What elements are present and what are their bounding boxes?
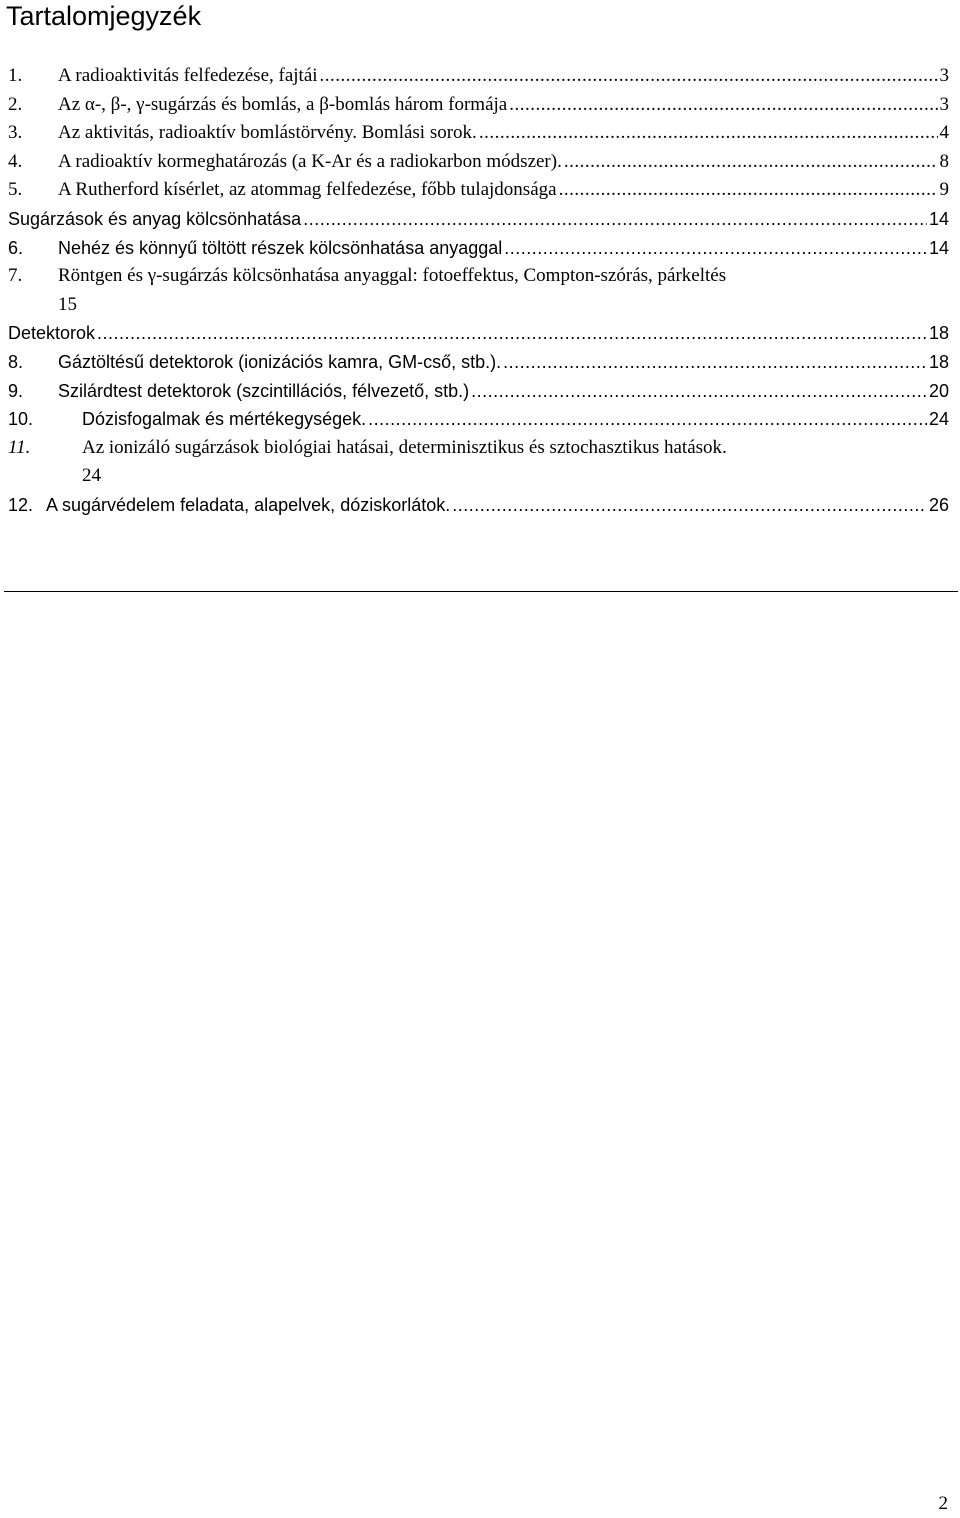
toc-entry-title: Nehéz és könnyű töltött részek kölcsönhatása anyaggal: [58, 237, 503, 258]
toc-entry-number: 4.: [8, 150, 23, 172]
dot-leader: [452, 491, 927, 520]
dot-leader: [564, 148, 938, 177]
toc-entry-6[interactable]: [8, 234, 949, 263]
toc-entry-page: 14: [928, 208, 949, 229]
toc-entry-page: 24: [82, 465, 101, 487]
dot-leader: [479, 119, 938, 148]
page-title: Tartalomjegyzék: [6, 1, 202, 31]
toc-entry-title: Az ionizáló sugárzások biológiai hatásai, determinisztikus és sztochasztikus hatások.: [82, 436, 727, 458]
toc-entry-page: 18: [928, 351, 949, 372]
toc-entry-title: Szilárdtest detektorok (szcintillációs, félvezető, stb.): [58, 380, 470, 401]
dot-leader: [303, 205, 927, 234]
toc-entry-title: A sugárvédelem feladata, alapelvek, dóziskorlátok.: [46, 494, 451, 515]
toc-entry-title: Dózisfogalmak és mértékegységek.: [82, 409, 367, 430]
toc-entry-3[interactable]: [8, 119, 949, 148]
toc-entry-page: 3: [939, 65, 949, 86]
toc-section-sugarzasok[interactable]: [8, 205, 949, 234]
toc-entry-page: 14: [928, 237, 949, 258]
toc-entry-7[interactable]: [8, 262, 949, 319]
toc-entry-number: 9.: [8, 380, 24, 401]
toc-entry-page: 20: [928, 380, 949, 401]
toc-section-title: Sugárzások és anyag kölcsönhatása: [8, 208, 302, 229]
table-of-contents: [8, 62, 949, 520]
toc-entry-page: 26: [928, 494, 949, 515]
toc-entry-number: 8.: [8, 351, 24, 372]
toc-entry-number: 6.: [8, 237, 24, 258]
toc-entry-title: Röntgen és γ-sugárzás kölcsönhatása anyaggal: fotoeffektus, Compton-szórás, párkeltés: [58, 265, 727, 287]
toc-entry-title: Az aktivitás, radioaktív bomlástörvény. Bomlási sorok.: [58, 122, 477, 144]
toc-entry-number: 3.: [8, 122, 23, 144]
dot-leader: [97, 319, 927, 348]
toc-entry-page: 3: [939, 93, 949, 115]
toc-entry-number: 5.: [8, 179, 23, 201]
toc-entry-title: A radioaktivitás felfedezése, fajtái: [58, 65, 318, 86]
horizontal-rule: [4, 591, 958, 592]
page-number: 2: [938, 1493, 948, 1514]
toc-entry-8[interactable]: [8, 348, 949, 377]
dot-leader: [368, 405, 927, 434]
toc-entry-page: 15: [58, 293, 77, 315]
toc-entry-number: 1.: [8, 65, 23, 86]
toc-entry-number: 2.: [8, 93, 23, 115]
toc-section-detektorok[interactable]: [8, 319, 949, 348]
dot-leader: [509, 91, 937, 120]
toc-entry-page: 18: [928, 323, 949, 344]
toc-entry-number: 12.: [8, 494, 34, 515]
dot-leader: [559, 176, 938, 205]
toc-entry-title: Gáztöltésű detektorok (ionizációs kamra, GM-cső, stb.).: [58, 351, 502, 372]
toc-entry-9[interactable]: [8, 377, 949, 406]
toc-entry-title: A Rutherford kísérlet, az atommag felfedezése, főbb tulajdonsága: [58, 179, 557, 201]
toc-entry-5[interactable]: [8, 176, 949, 205]
toc-entry-2[interactable]: [8, 91, 949, 120]
toc-entry-1[interactable]: [8, 62, 949, 91]
toc-entry-page: 9: [939, 179, 949, 201]
toc-entry-number: 11.: [8, 436, 31, 458]
toc-entry-title: A radioaktív kormeghatározás (a K-Ar és a radiokarbon módszer).: [58, 150, 562, 172]
dot-leader: [471, 377, 927, 406]
toc-entry-4[interactable]: [8, 148, 949, 177]
dot-leader: [503, 348, 927, 377]
toc-entry-12[interactable]: [8, 491, 949, 520]
dot-leader: [320, 62, 938, 91]
toc-entry-page: 8: [939, 150, 949, 172]
toc-section-title: Detektorok: [8, 323, 96, 344]
toc-entry-10[interactable]: [8, 405, 949, 434]
toc-entry-page: 4: [939, 122, 949, 144]
toc-entry-page: 24: [928, 409, 949, 430]
toc-entry-title: Az α-, β-, γ-sugárzás és bomlás, a β-bomlás három formája: [58, 93, 508, 115]
toc-entry-number: 10.: [8, 409, 34, 430]
dot-leader: [504, 234, 927, 263]
toc-entry-11[interactable]: [8, 434, 949, 491]
toc-entry-number: 7.: [8, 265, 23, 287]
